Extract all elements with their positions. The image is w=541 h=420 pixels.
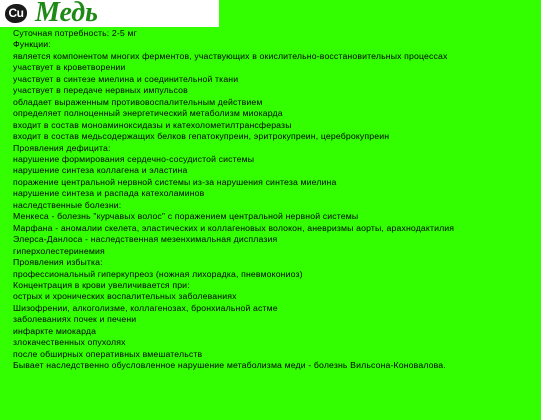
increase-heading: Концентрация в крови увеличивается при: <box>13 279 190 290</box>
header <box>0 0 219 27</box>
disease-item: Элерса-Данлоса - наследственная мезенхимальная дисплазия <box>13 234 278 245</box>
deficit-item: нарушение синтеза коллагена и эластина <box>13 165 188 176</box>
function-item: обладает выраженным противовоспалительным действием <box>13 96 263 107</box>
functions-heading: Функции: <box>13 39 51 50</box>
disease-item: Менкеса - болезнь "курчавых волос" с поражением центральной нервной системы <box>13 211 359 222</box>
daily-need-text: Суточная потребность: 2-5 мг <box>13 28 137 38</box>
page-title: Медь <box>35 0 98 28</box>
excess-item: профессиональный гиперкупреоз (ножная лихорадка, пневмокониоз) <box>13 268 303 279</box>
increase-item: заболеваниях почек и печени <box>13 314 137 325</box>
deficit-item: поражение центральной нервной системы из-за нарушения синтеза миелина <box>13 176 337 187</box>
deficit-item: нарушение синтеза и распада катехоламинов <box>13 188 205 199</box>
excess-heading: Проявления избытка: <box>13 257 103 268</box>
increase-item: после обширных оперативных вмешательств <box>13 348 203 359</box>
deficit-heading: Проявления дефицита: <box>13 142 111 153</box>
function-item: входит в состав моноаминоксидазы и катехолометилтрансферазы <box>13 119 292 130</box>
diseases-heading: наследственные болезни: <box>13 199 122 210</box>
disease-item: Марфана - аномалии скелета, эластических и коллагеновых волокон, аневризмы аорты, арахнодактилия <box>13 222 455 233</box>
copper-element-icon: Cu <box>5 4 27 23</box>
content-body <box>13 28 528 372</box>
increase-item: инфаркте миокарда <box>13 325 97 336</box>
increase-item: острых и хронических воспалительных заболеваниях <box>13 291 237 302</box>
function-item: участвует в передаче нервных импульсов <box>13 85 188 96</box>
function-item: участвует в синтезе миелина и соединительной ткани <box>13 73 239 84</box>
disease-item: гиперхолестеринемия <box>13 245 105 256</box>
deficit-item: нарушение формирования сердечно-сосудистой системы <box>13 153 255 164</box>
hereditary-note: Бывает наследственно обусловленное нарушение метаболизма меди - болезнь Вильсона-Коновалова. <box>13 360 446 371</box>
increase-item: Шизофрении, алкоголизме, коллагенозах, бронхиальной астме <box>13 302 278 313</box>
increase-item: злокачественных опухолях <box>13 337 126 348</box>
function-item: является компонентом многих ферментов, участвующих в окислительно-восстановительных процессах <box>13 50 448 61</box>
function-item: определяет полноценный энергетический метаболизм миокарда <box>13 108 283 119</box>
function-item: входит в состав медьсодержащих белков гепатокупреин, эритрокупреин, цереброкупреин <box>13 131 390 142</box>
function-item: участвует в кроветворении <box>13 62 126 73</box>
